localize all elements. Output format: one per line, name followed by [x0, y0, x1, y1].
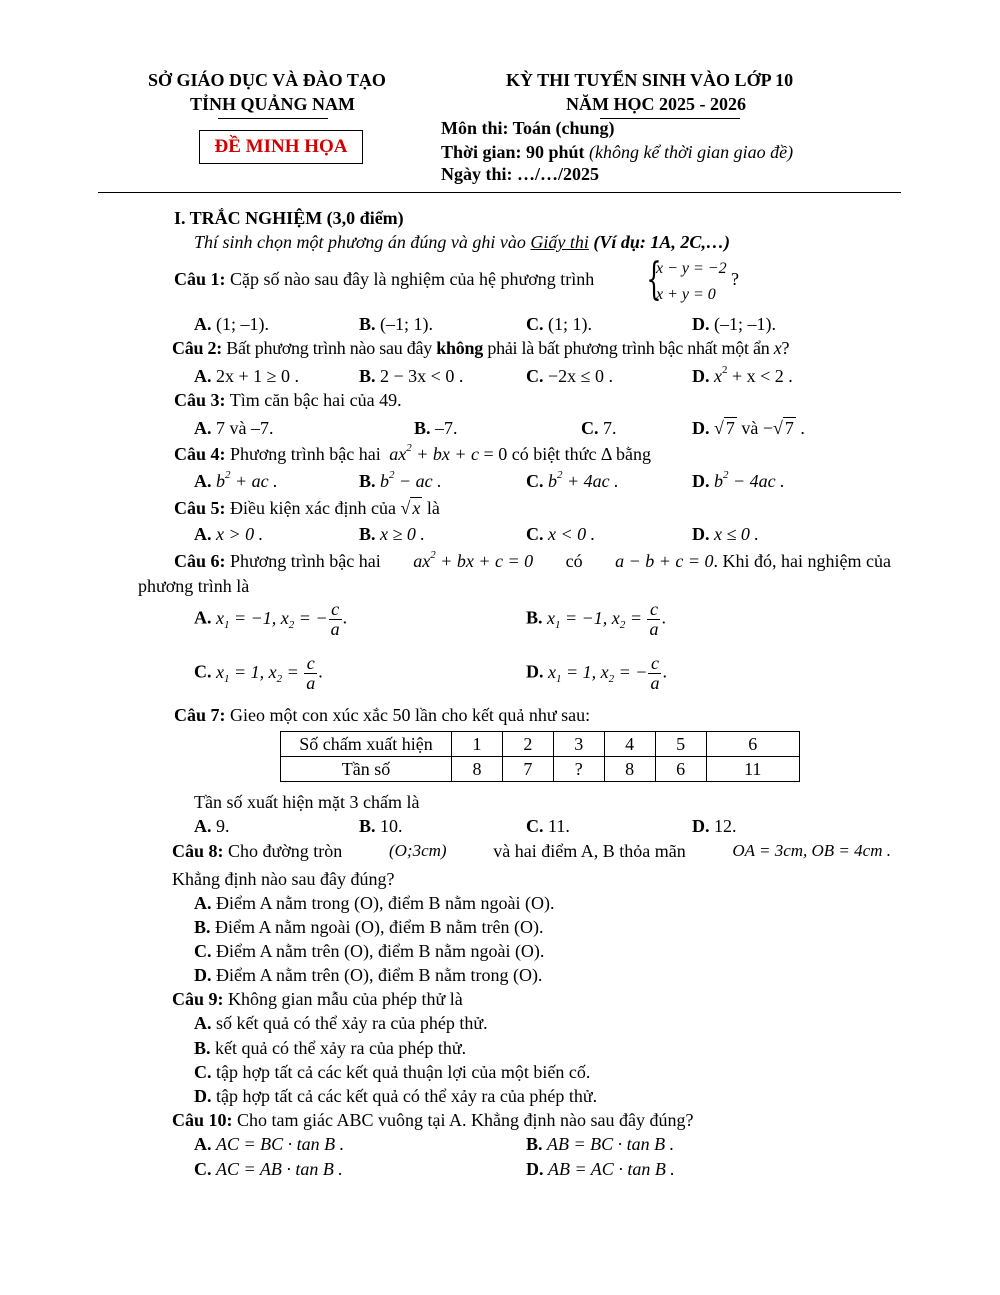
q9-option-a[interactable]: A. số kết quả có thể xảy ra của phép thử.	[194, 1013, 488, 1033]
q4-option-a[interactable]: A. $b^2$ + ac .	[194, 469, 278, 491]
q9-option-c[interactable]: C. tập hợp tất cả các kết quả thuận lợi của một biến cố.	[194, 1062, 591, 1082]
question-5: Câu 5: Điều kiện xác định của √ x là	[174, 498, 440, 518]
q4-option-d[interactable]: D. $b^2 - 4ac$ .	[692, 469, 785, 491]
question-7-follow: Tần số xuất hiện mặt 3 chấm là	[194, 792, 420, 812]
table-cell: 8	[452, 757, 503, 782]
q2-option-c[interactable]: C. −2x ≤ 0 .	[526, 366, 614, 386]
q1-option-c[interactable]: C. (1; 1).	[526, 314, 592, 334]
question-9: Câu 9: Không gian mẫu của phép thử là	[172, 989, 463, 1009]
q5-option-a[interactable]: A. x > 0 .	[194, 524, 264, 544]
exam-subject: Môn thi: Toán (chung)	[441, 118, 615, 138]
table-header-cell: Số chấm xuất hiện	[281, 732, 452, 757]
header-underline-left	[218, 118, 328, 119]
question-4: Câu 4: Phương trình bậc hai $ax^2$ + bx + c = 0 có biệt thức Δ bằng	[174, 442, 652, 464]
table-cell: ?	[553, 757, 604, 782]
header-underline-right	[600, 118, 740, 119]
table-cell: 1	[452, 732, 503, 757]
frequency-table	[280, 731, 800, 782]
section-instruction: Thí sinh chọn một phương án đúng và ghi vào Giấy thi (Ví dụ: 1A, 2C,…)	[194, 232, 730, 252]
equation-system: x − y = −2 x + y = 0	[656, 260, 727, 303]
q5-option-d[interactable]: D. x ≤ 0 .	[692, 524, 759, 544]
q6-option-c[interactable]: C. $x_1 = 1$, $x_2$ = $\frac{c}{a}$ .	[194, 653, 323, 693]
q10-option-b[interactable]: B. AB = BC · tan B .	[526, 1134, 675, 1154]
q5-option-b[interactable]: B. x ≥ 0 .	[359, 524, 425, 544]
q1-option-b[interactable]: B. (–1; 1).	[359, 314, 434, 334]
table-cell: 3	[553, 732, 604, 757]
q1-qmark: ?	[731, 269, 739, 289]
q8-option-d[interactable]: D. Điểm A nằm trên (O), điểm B nằm trong (O).	[194, 965, 543, 985]
table-cell: 6	[655, 757, 706, 782]
q8-option-b[interactable]: B. Điểm A nằm ngoài (O), điểm B nằm trên (O).	[194, 917, 544, 937]
q1-option-d[interactable]: D. (–1; –1).	[692, 314, 776, 334]
school-year: NĂM HỌC 2025 - 2026	[566, 94, 746, 114]
q7-option-a[interactable]: A. 9.	[194, 816, 230, 836]
q2-option-d[interactable]: D. $x^2 + x < 2$ .	[692, 364, 793, 386]
exam-title: KỲ THI TUYỂN SINH VÀO LỚP 10	[506, 70, 794, 90]
q3-option-d[interactable]: D. √ 7 và −√ 7 .	[692, 418, 805, 438]
q3-option-c[interactable]: C. 7.	[581, 418, 617, 438]
question-3: Câu 3: Tìm căn bậc hai của 49.	[174, 390, 402, 410]
system-brace: {	[646, 254, 662, 305]
table-cell: 4	[604, 732, 655, 757]
q7-option-d[interactable]: D. 12.	[692, 816, 737, 836]
q7-option-b[interactable]: B. 10.	[359, 816, 403, 836]
question-1: Câu 1: Cặp số nào sau đây là nghiệm của hệ phương trình	[174, 269, 595, 289]
table-row	[281, 732, 800, 757]
q3-option-b[interactable]: B. –7.	[414, 418, 458, 438]
section-title: I. TRẮC NGHIỆM (3,0 điểm)	[174, 208, 404, 228]
exam-date: Ngày thi: …/…/2025	[441, 164, 600, 184]
sample-exam-badge: ĐỀ MINH HỌA	[199, 130, 363, 164]
table-cell: 2	[502, 732, 553, 757]
q9-option-b[interactable]: B. kết quả có thể xảy ra của phép thử.	[194, 1038, 467, 1058]
question-10: Câu 10: Cho tam giác ABC vuông tại A. Khẳng định nào sau đây đúng?	[172, 1110, 694, 1130]
q10-option-d[interactable]: D. AB = AC · tan B .	[526, 1159, 675, 1179]
question-2: Câu 2: Bất phương trình nào sau đây không phải là bất phương trình bậc nhất một ẩn x?	[172, 338, 790, 358]
question-6: Câu 6: Phương trình bậc hai $ax^2$ + bx + c = 0 có a − b + c = 0. Khi đó, hai nghiệm của	[174, 549, 891, 571]
q4-option-b[interactable]: B. $b^2$ − ac .	[359, 469, 442, 491]
question-8-cont: Khẳng định nào sau đây đúng?	[172, 869, 395, 889]
exam-duration: Thời gian: 90 phút (không kể thời gian giao đề)	[441, 142, 794, 162]
q2-option-b[interactable]: B. 2 − 3x < 0 .	[359, 366, 464, 386]
table-cell: 11	[706, 757, 799, 782]
table-cell: 8	[604, 757, 655, 782]
q5-option-c[interactable]: C. x < 0 .	[526, 524, 596, 544]
q6-option-b[interactable]: B. $x_1 = -1$, $x_2$ = $\frac{c}{a}$ .	[526, 599, 666, 639]
header-divider	[98, 192, 901, 193]
q8-option-a[interactable]: A. Điểm A nằm trong (O), điểm B nằm ngoài (O).	[194, 893, 555, 913]
table-cell: 5	[655, 732, 706, 757]
q3-option-a[interactable]: A. 7 và –7.	[194, 418, 274, 438]
table-row	[281, 757, 800, 782]
q7-option-c[interactable]: C. 11.	[526, 816, 570, 836]
q6-option-d[interactable]: D. $x_1 = 1$, $x_2$ = − $\frac{c}{a}$ .	[526, 653, 667, 693]
table-cell: 7	[502, 757, 553, 782]
q10-option-a[interactable]: A. AC = BC · tan B .	[194, 1134, 345, 1154]
q4-option-c[interactable]: C. $b^2 + 4ac$ .	[526, 469, 619, 491]
q8-option-c[interactable]: C. Điểm A nằm trên (O), điểm B nằm ngoài (O).	[194, 941, 545, 961]
question-6-cont: phương trình là	[138, 576, 250, 596]
q6-option-a[interactable]: A. $x_1 = -1$, $x_2$ = − $\frac{c}{a}$ .	[194, 599, 348, 639]
province-name: TỈNH QUẢNG NAM	[190, 94, 355, 114]
q10-option-c[interactable]: C. AC = AB · tan B .	[194, 1159, 343, 1179]
q9-option-d[interactable]: D. tập hợp tất cả các kết quả có thể xảy ra của phép thử.	[194, 1086, 598, 1106]
table-cell: 6	[706, 732, 799, 757]
department-name: SỞ GIÁO DỤC VÀ ĐÀO TẠO	[148, 70, 386, 90]
table-header-cell: Tần số	[281, 757, 452, 782]
question-8: Câu 8: Cho đường tròn (O;3cm) và hai điểm A, B thỏa mãn OA = 3cm, OB = 4cm .	[172, 841, 891, 861]
q2-option-a[interactable]: A. 2x + 1 ≥ 0 .	[194, 366, 300, 386]
q1-option-a[interactable]: A. (1; –1).	[194, 314, 269, 334]
question-7: Câu 7: Gieo một con xúc xắc 50 lần cho kết quả như sau:	[174, 705, 591, 725]
